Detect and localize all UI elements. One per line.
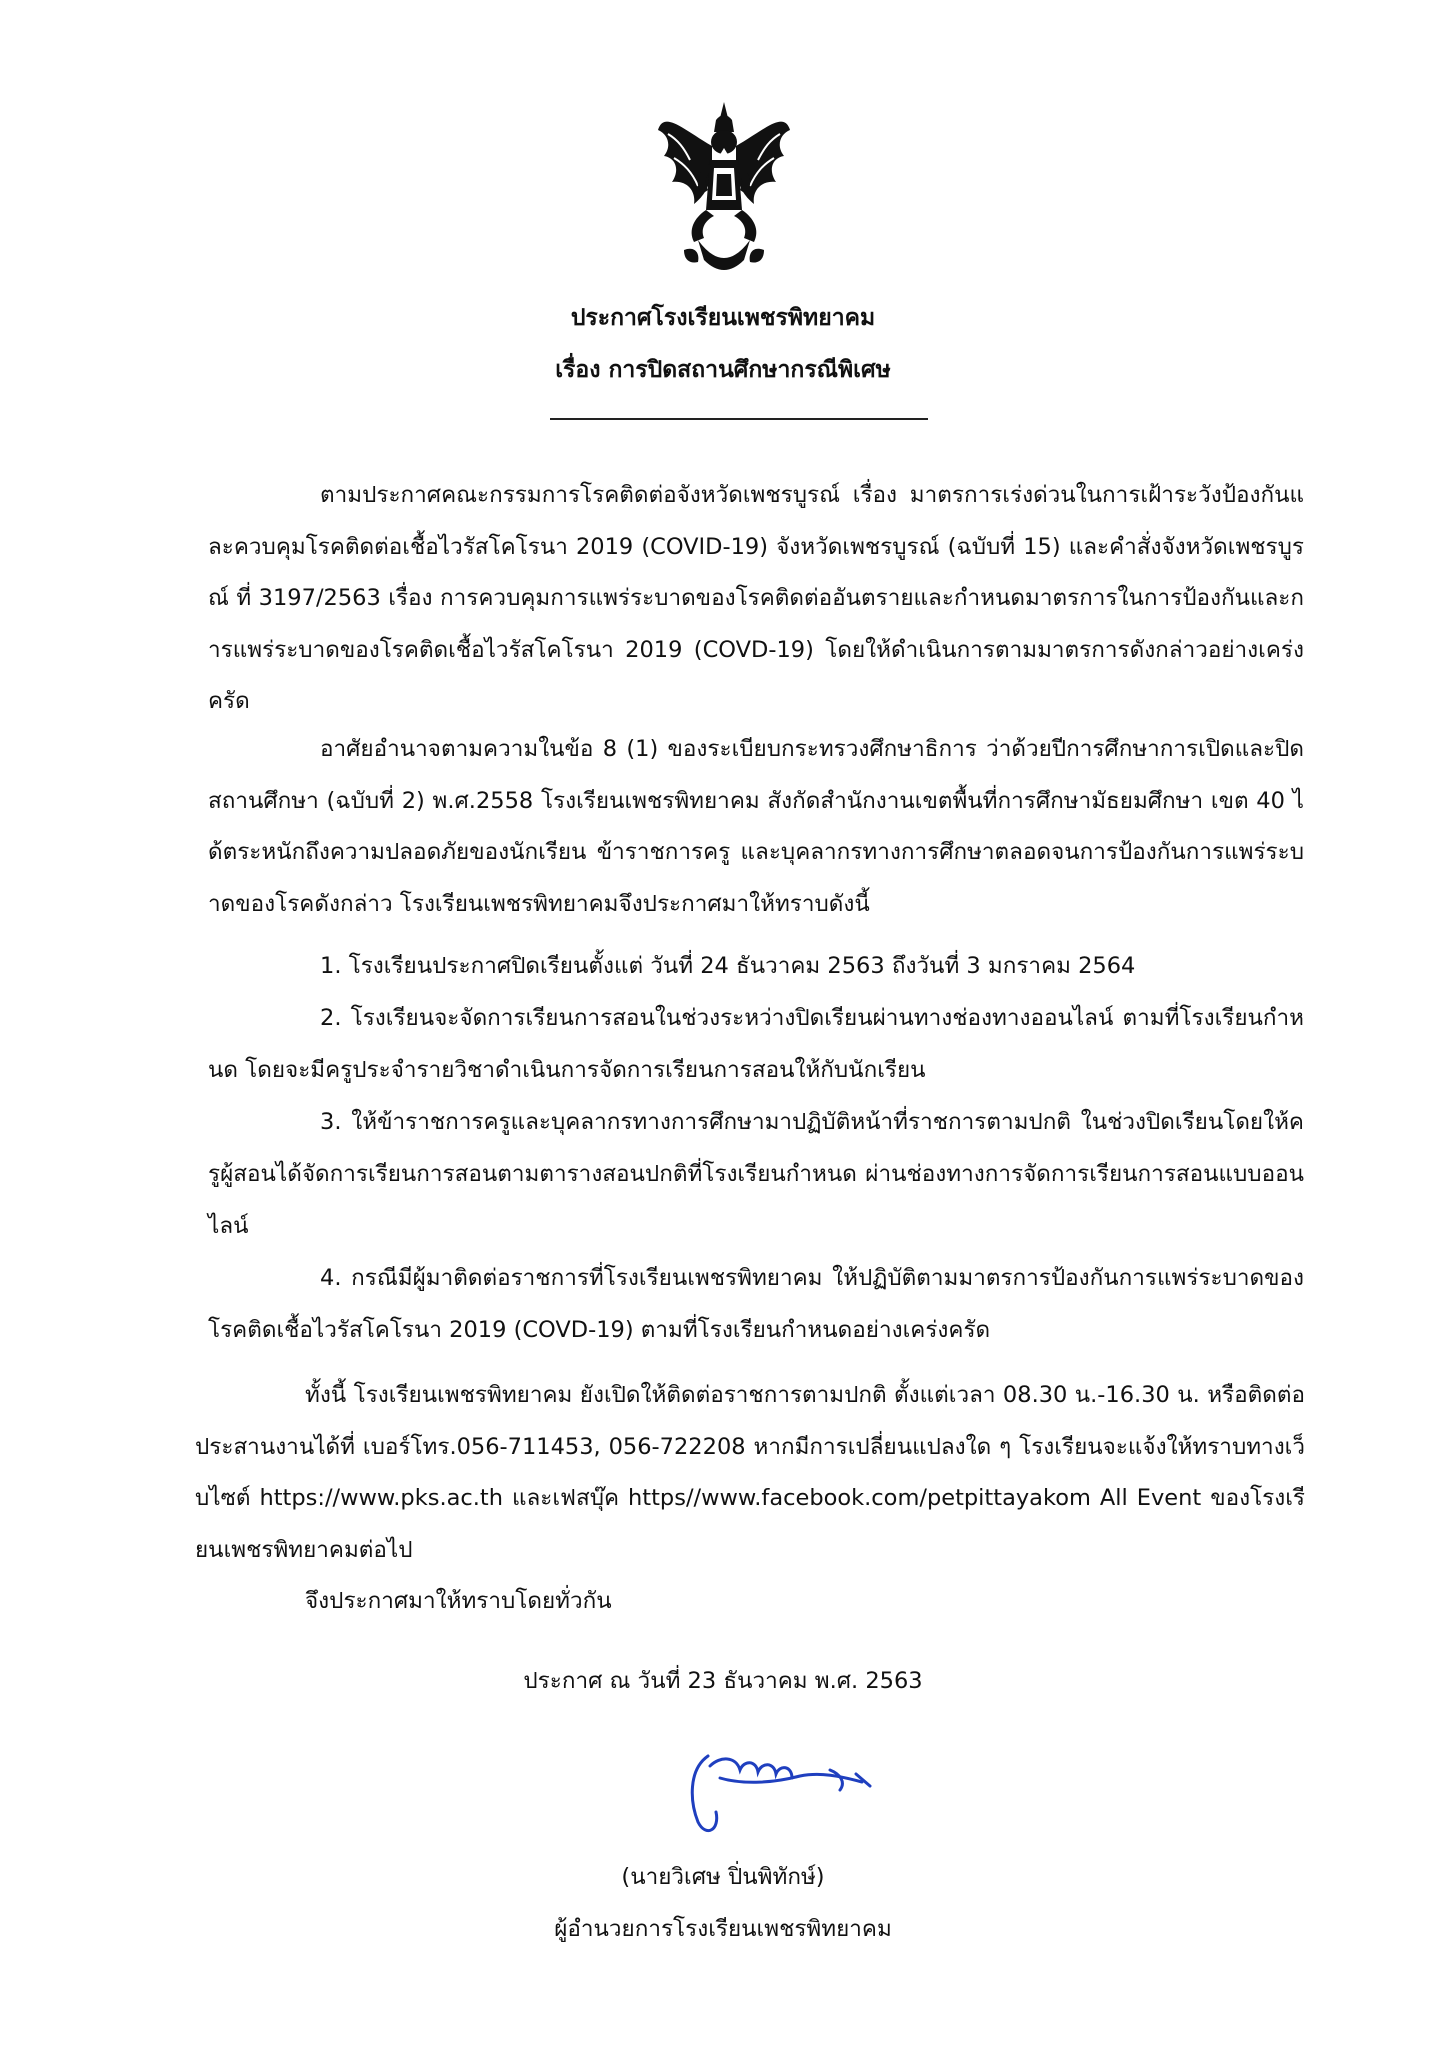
- signer-name: (นายวิเศษ ปิ่นพิทักษ์): [621, 1864, 825, 1890]
- list-item: 2. โรงเรียนจะจัดการเรียนการสอนในช่วงระหว่างปิดเรียนผ่านทางช่องทางออนไลน์ ตามที่โรงเรียนกำหนด โดยจะมีครูประจำรายวิชาดำเนินการจัดการเรียนการสอนให้กับนักเรียน: [208, 1005, 1304, 1083]
- list-item: 3. ให้ข้าราชการครูและบุคลากรทางการศึกษามาปฏิบัติหน้าที่ราชการตามปกติ ในช่วงปิดเรียนโดยให้ครูผู้สอนได้จัดการเรียนการสอนตามตารางสอนปกติที่โรงเรียนกำหนด ผ่านช่องทางการจัดการเรียนการสอนแบบออนไลน์: [208, 1109, 1304, 1239]
- list-item: 4. กรณีมีผู้มาติดต่อราชการที่โรงเรียนเพชรพิทยาคม ให้ปฏิบัติตามมาตรการป้องกันการแพร่ระบาดของโรคติดเชื้อไวรัสโคโรนา 2019 (COVD-19) ตามที่โรงเรียนกำหนดอย่างเคร่งครัด: [208, 1265, 1304, 1343]
- announcement-subject: เรื่อง การปิดสถานศึกษากรณีพิเศษ: [555, 357, 891, 383]
- signer-title: ผู้อำนวยการโรงเรียนเพชรพิทยาคม: [554, 1916, 892, 1942]
- header-divider: [550, 418, 928, 420]
- date-line: ประกาศ ณ วันที่ 23 ธันวาคม พ.ศ. 2563: [523, 1668, 923, 1694]
- paragraph-reference: ตามประกาศคณะกรรมการโรคติดต่อจังหวัดเพชรบูรณ์ เรื่อง มาตรการเร่งด่วนในการเฝ้าระวังป้องกันและควบคุมโรคติดต่อเชื้อไวรัสโคโรนา 2019 (COVID-19) จังหวัดเพชรบูรณ์ (ฉบับที่ 15) และคำสั่งจังหวัดเพชรบูรณ์ ที่ 3197/2563 เรื่อง การควบคุมการแพร่ระบาดของโรคติดต่ออันตรายและกำหนดมาตรการในการป้องกันและการแพร่ระบาดของโรคติดเชื้อไวรัสโคโรนา 2019 (COVD-19) โดยให้ดำเนินการตามมาตรการดังกล่าวอย่างเคร่งครัด: [208, 482, 1304, 714]
- garuda-emblem-icon: [654, 100, 794, 280]
- list-item: 1. โรงเรียนประกาศปิดเรียนตั้งแต่ วันที่ 24 ธันวาคม 2563 ถึงวันที่ 3 มกราคม 2564: [320, 953, 1136, 979]
- paragraph-contact: ทั้งนี้ โรงเรียนเพชรพิทยาคม ยังเปิดให้ติดต่อราชการตามปกติ ตั้งแต่เวลา 08.30 น.-16.30 น. หรือติดต่อประสานงานได้ที่ เบอร์โทร.056-711453, 056-722208 หากมีการเปลี่ยนแปลงใด ๆ โรงเรียนจะแจ้งให้ทราบทางเว็บไซต์ https://www.pks.ac.th และเฟสบุ๊ค https//www.facebook.com/petpittayakom All Event ของโรงเรียนเพชรพิทยาคมต่อไป: [195, 1382, 1305, 1563]
- paragraph-closing: จึงประกาศมาให้ทราบโดยทั่วกัน: [305, 1588, 612, 1614]
- paragraph-authority: อาศัยอำนาจตามความในข้อ 8 (1) ของระเบียบกระทรวงศึกษาธิการ ว่าด้วยปีการศึกษาการเปิดและปิดสถานศึกษา (ฉบับที่ 2) พ.ศ.2558 โรงเรียนเพชรพิทยาคม สังกัดสำนักงานเขตพื้นที่การศึกษามัธยมศึกษา เขต 40 ได้ตระหนักถึงความปลอดภัยของนักเรียน ข้าราชการครู และบุคลากรทางการศึกษาตลอดจนการป้องกันการแพร่ระบาดของโรคดังกล่าว โรงเรียนเพชรพิทยาคมจึงประกาศมาให้ทราบดังนี้: [208, 736, 1304, 917]
- signature-icon: [680, 1726, 880, 1846]
- announcement-title: ประกาศโรงเรียนเพชรพิทยาคม: [570, 305, 876, 331]
